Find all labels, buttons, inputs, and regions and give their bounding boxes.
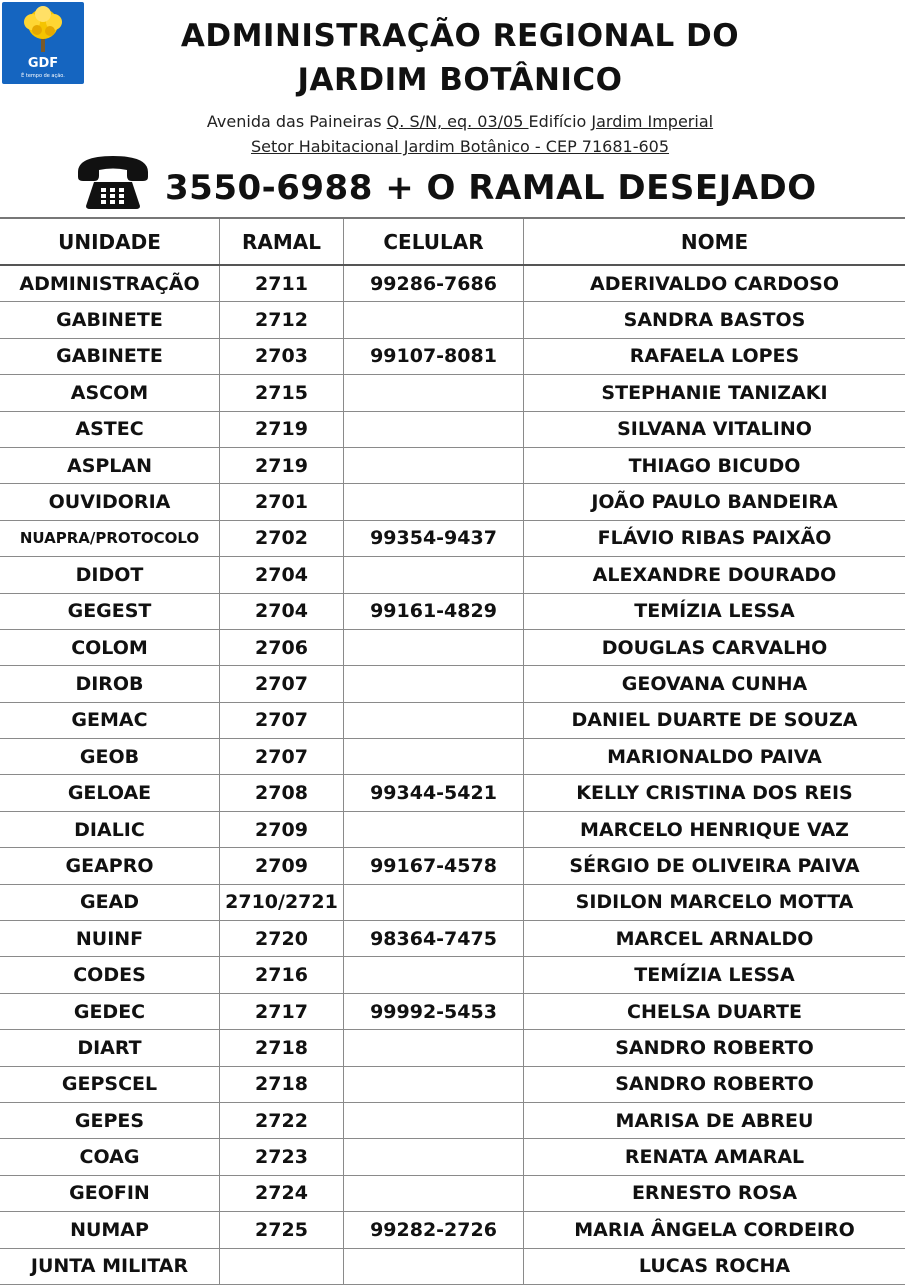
table-row xyxy=(0,885,905,921)
address-line-1 xyxy=(90,112,830,131)
unidade-cell: COAG xyxy=(0,1139,220,1174)
nome-cell: TEMÍZIA LESSA xyxy=(634,964,795,987)
nome-cell: RENATA AMARAL xyxy=(624,1146,805,1169)
ramal-cell: 2704 xyxy=(220,557,344,592)
unidade-cell: GEMAC xyxy=(0,703,220,738)
celular-cell xyxy=(344,412,524,447)
celular-cell xyxy=(344,484,524,519)
nome-cell: LUCAS ROCHA xyxy=(638,1255,791,1278)
celular-cell xyxy=(344,557,524,592)
ramal-cell: 2715 xyxy=(220,375,344,410)
celular-cell xyxy=(344,1103,524,1138)
unidade-cell: GABINETE xyxy=(0,339,220,374)
table-row xyxy=(0,484,905,520)
table-header-row xyxy=(0,219,905,266)
address-sector: Setor Habitacional Jardim Botânico - CEP 71681-605 xyxy=(250,137,670,156)
celular-cell xyxy=(344,1030,524,1065)
unidade-cell: GEGEST xyxy=(0,594,220,629)
table-row xyxy=(0,666,905,702)
nome-cell: MARIONALDO PAIVA xyxy=(607,745,822,768)
unidade-cell: GEDEC xyxy=(0,994,220,1029)
celular-cell: 99161-4829 xyxy=(344,594,524,629)
ramal-cell: 2718 xyxy=(220,1067,344,1102)
celular-cell xyxy=(344,739,524,774)
address-line-2 xyxy=(90,137,830,156)
unidade-cell: GEPES xyxy=(0,1103,220,1138)
unidade-cell: OUVIDORIA xyxy=(0,484,220,519)
celular-cell xyxy=(344,1249,524,1284)
nome-cell: ERNESTO ROSA xyxy=(631,1182,798,1205)
ramal-cell: 2720 xyxy=(220,921,344,956)
extensions-table xyxy=(0,217,905,1285)
nome-cell: ALEXANDRE DOURADO xyxy=(592,563,837,586)
address-building: Jardim Imperial xyxy=(591,112,714,131)
nome-cell: MARCELO HENRIQUE VAZ xyxy=(580,818,849,841)
celular-cell: 99354-9437 xyxy=(344,521,524,556)
unidade-cell: GABINETE xyxy=(0,302,220,337)
nome-cell: STEPHANIE TANIZAKI xyxy=(601,381,828,404)
table-row xyxy=(0,521,905,557)
address-building-label: Edifício xyxy=(528,112,592,131)
nome-cell: SANDRO ROBERTO xyxy=(615,1073,814,1096)
nome-cell: SANDRA BASTOS xyxy=(623,309,806,332)
unidade-cell: ADMINISTRAÇÃO xyxy=(0,266,220,301)
celular-cell: 99992-5453 xyxy=(344,994,524,1029)
unidade-cell: COLOM xyxy=(0,630,220,665)
ramal-cell: 2709 xyxy=(220,812,344,847)
ramal-cell: 2710/2721 xyxy=(220,885,344,920)
tree-logo-icon xyxy=(2,2,84,84)
celular-cell: 99282-2726 xyxy=(344,1212,524,1247)
unidade-cell: CODES xyxy=(0,957,220,992)
table-row xyxy=(0,957,905,993)
nome-cell: SANDRO ROBERTO xyxy=(615,1036,814,1059)
table-row xyxy=(0,1176,905,1212)
header-nome: NOME xyxy=(680,229,749,254)
title-line-2: JARDIM BOTÂNICO xyxy=(297,62,623,98)
table-row xyxy=(0,775,905,811)
celular-cell xyxy=(344,885,524,920)
nome-cell: SÉRGIO DE OLIVEIRA PAIVA xyxy=(569,854,860,877)
table-row xyxy=(0,412,905,448)
nome-cell: MARIA ÂNGELA CORDEIRO xyxy=(574,1218,855,1241)
nome-cell: FLÁVIO RIBAS PAIXÃO xyxy=(597,527,832,550)
nome-cell: GEOVANA CUNHA xyxy=(621,672,808,695)
celular-cell: 99107-8081 xyxy=(344,339,524,374)
table-row xyxy=(0,266,905,302)
unidade-cell: DIART xyxy=(0,1030,220,1065)
ramal-cell: 2706 xyxy=(220,630,344,665)
telephone-icon xyxy=(74,152,152,210)
header-celular: CELULAR xyxy=(344,219,524,264)
nome-cell: RAFAELA LOPES xyxy=(629,345,800,368)
unidade-cell: DIALIC xyxy=(0,812,220,847)
celular-cell xyxy=(344,666,524,701)
table-row xyxy=(0,1030,905,1066)
celular-cell: 99167-4578 xyxy=(344,848,524,883)
table-row xyxy=(0,375,905,411)
ramal-cell: 2712 xyxy=(220,302,344,337)
celular-cell xyxy=(344,1176,524,1211)
table-row xyxy=(0,994,905,1030)
nome-cell: KELLY CRISTINA DOS REIS xyxy=(576,782,853,805)
table-row xyxy=(0,848,905,884)
table-row xyxy=(0,594,905,630)
ramal-cell: 2707 xyxy=(220,703,344,738)
table-row xyxy=(0,1103,905,1139)
address-street: Avenida das Paineiras xyxy=(206,112,387,131)
nome-cell: SILVANA VITALINO xyxy=(617,418,812,441)
nome-cell: JOÃO PAULO BANDEIRA xyxy=(591,491,838,514)
unidade-cell: ASTEC xyxy=(0,412,220,447)
unidade-cell: NUINF xyxy=(0,921,220,956)
table-row xyxy=(0,557,905,593)
title-line-1: ADMINISTRAÇÃO REGIONAL DO xyxy=(180,18,740,54)
header-ramal: RAMAL xyxy=(220,219,344,264)
table-row xyxy=(0,1249,905,1285)
ramal-cell: 2704 xyxy=(220,594,344,629)
ramal-cell: 2722 xyxy=(220,1103,344,1138)
celular-cell: 99286-7686 xyxy=(344,266,524,301)
table-body xyxy=(0,266,905,1285)
nome-cell: ADERIVALDO CARDOSO xyxy=(590,272,839,295)
ramal-cell: 2701 xyxy=(220,484,344,519)
ramal-cell: 2717 xyxy=(220,994,344,1029)
unidade-cell: ASPLAN xyxy=(0,448,220,483)
ramal-cell: 2709 xyxy=(220,848,344,883)
unidade-cell: NUMAP xyxy=(0,1212,220,1247)
ramal-cell: 2723 xyxy=(220,1139,344,1174)
unidade-cell: ASCOM xyxy=(0,375,220,410)
unidade-cell: JUNTA MILITAR xyxy=(0,1249,220,1284)
ramal-cell: 2707 xyxy=(220,739,344,774)
table-row xyxy=(0,630,905,666)
nome-cell: TEMÍZIA LESSA xyxy=(634,600,795,623)
ramal-cell: 2708 xyxy=(220,775,344,810)
celular-cell xyxy=(344,448,524,483)
table-row xyxy=(0,703,905,739)
table-row xyxy=(0,302,905,338)
unidade-cell: GEAD xyxy=(0,885,220,920)
nome-cell: DOUGLAS CARVALHO xyxy=(601,636,828,659)
ramal-cell: 2719 xyxy=(220,412,344,447)
table-row xyxy=(0,1067,905,1103)
table-row xyxy=(0,339,905,375)
page-title xyxy=(90,14,830,102)
table-row xyxy=(0,921,905,957)
unidade-cell: DIDOT xyxy=(0,557,220,592)
celular-cell xyxy=(344,1139,524,1174)
ramal-cell: 2725 xyxy=(220,1212,344,1247)
table-row xyxy=(0,448,905,484)
celular-cell: 98364-7475 xyxy=(344,921,524,956)
unidade-cell: GELOAE xyxy=(0,775,220,810)
table-row xyxy=(0,812,905,848)
nome-cell: MARCEL ARNALDO xyxy=(615,927,814,950)
celular-cell xyxy=(344,375,524,410)
nome-cell: SIDILON MARCELO MOTTA xyxy=(575,891,854,914)
unidade-cell: NUAPRA/PROTOCOLO xyxy=(0,521,220,556)
celular-cell xyxy=(344,630,524,665)
celular-cell xyxy=(344,1067,524,1102)
unidade-cell: GEOFIN xyxy=(0,1176,220,1211)
celular-cell xyxy=(344,302,524,337)
unidade-cell: GEPSCEL xyxy=(0,1067,220,1102)
logo-name: GDF xyxy=(27,56,59,71)
ramal-cell xyxy=(220,1249,344,1284)
ramal-cell: 2719 xyxy=(220,448,344,483)
header-unidade: UNIDADE xyxy=(0,219,220,264)
nome-cell: MARISA DE ABREU xyxy=(615,1109,814,1132)
celular-cell xyxy=(344,703,524,738)
ramal-cell: 2724 xyxy=(220,1176,344,1211)
logo-tagline: É tempo de ação. xyxy=(21,73,65,79)
ramal-cell: 2716 xyxy=(220,957,344,992)
nome-cell: DANIEL DUARTE DE SOUZA xyxy=(571,709,858,732)
ramal-cell: 2703 xyxy=(220,339,344,374)
nome-cell: CHELSA DUARTE xyxy=(627,1000,802,1023)
address-block: Q. S/N, eq. 03/05 xyxy=(386,112,529,131)
table-row xyxy=(0,1212,905,1248)
unidade-cell: GEOB xyxy=(0,739,220,774)
table-row xyxy=(0,739,905,775)
celular-cell: 99344-5421 xyxy=(344,775,524,810)
table-row xyxy=(0,1139,905,1175)
ramal-cell: 2702 xyxy=(220,521,344,556)
nome-cell: THIAGO BICUDO xyxy=(628,454,801,477)
unidade-cell: DIROB xyxy=(0,666,220,701)
celular-cell xyxy=(344,957,524,992)
celular-cell xyxy=(344,812,524,847)
gdf-logo xyxy=(2,2,84,84)
unidade-cell: GEAPRO xyxy=(0,848,220,883)
ramal-cell: 2711 xyxy=(220,266,344,301)
ramal-cell: 2718 xyxy=(220,1030,344,1065)
ramal-cell: 2707 xyxy=(220,666,344,701)
phone-number-line: 3550-6988 + O RAMAL DESEJADO xyxy=(165,168,817,208)
